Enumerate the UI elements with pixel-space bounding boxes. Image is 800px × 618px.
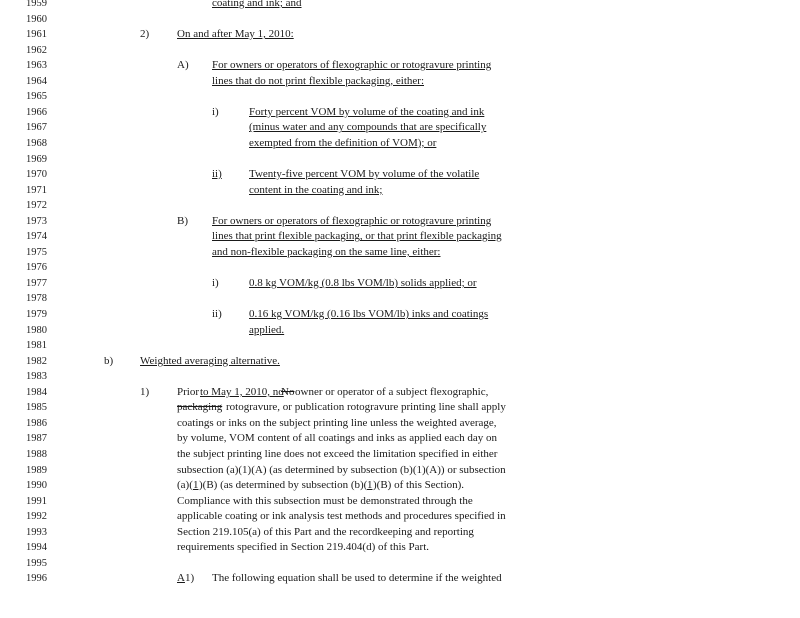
document-line: [0, 354, 800, 369]
document-line: [0, 214, 800, 229]
document-line: [0, 136, 800, 151]
document-line: [0, 431, 800, 446]
line-text: i): [212, 105, 219, 118]
line-number: 1993: [26, 526, 47, 538]
inserted-text: For owners or operators of flexographic or rotogravure printing: [212, 59, 492, 72]
document-line: [0, 89, 800, 104]
line-text: B): [177, 214, 188, 227]
inserted-text: Twenty-five percent VOM by volume of the volatile: [249, 168, 480, 181]
line-text: Compliance with this subsection must be demonstrated through the: [177, 494, 473, 507]
inserted-text: ii): [212, 168, 222, 181]
document-line: [0, 12, 800, 27]
document-line: [0, 276, 800, 291]
inserted-text: For owners or operators of flexographic or rotogravure printing: [212, 214, 492, 227]
line-text: 1): [140, 385, 150, 398]
line-text: A): [177, 59, 189, 72]
inserted-text: 0.16 kg VOM/kg (0.16 lbs VOM/lb) inks and coatings: [249, 308, 489, 320]
inserted-text: A: [177, 572, 185, 585]
line-number: 1962: [26, 44, 47, 56]
document-line: [0, 338, 800, 353]
document-line: [0, 447, 800, 462]
line-number: 1987: [26, 433, 47, 445]
line-number: 1974: [26, 231, 47, 243]
document-line: [0, 556, 800, 571]
line-text: owner or operator of a subject flexographic,: [295, 385, 489, 398]
line-text: by volume, VOM content of all coatings and inks as applied each day on: [177, 432, 497, 445]
line-text: i): [212, 276, 219, 289]
line-number: 1978: [26, 293, 47, 305]
document-line: [0, 540, 800, 555]
line-number: 1986: [26, 417, 47, 429]
line-text: requirements specified in Section 219.404(d) of this Part.: [177, 541, 430, 554]
line-text: The following equation shall be used to determine if the weighted: [212, 572, 502, 585]
document-line: [0, 525, 800, 540]
inserted-text: applied.: [249, 323, 285, 336]
line-text: subsection (a)(1)(A) (as determined by subsection (b)(1)(A)) or subsection: [177, 463, 506, 476]
line-text: coatings or inks on the subject printing line unless the weighted average,: [177, 416, 497, 429]
line-number: 1965: [26, 91, 47, 103]
inserted-text: to May 1, 2010, no: [200, 385, 284, 398]
document-line: [0, 463, 800, 478]
line-number: 1964: [26, 75, 47, 87]
inserted-text: lines that print flexible packaging, or that print flexible packaging: [212, 230, 502, 243]
document-line: [0, 167, 800, 182]
document-line: [0, 291, 800, 306]
line-number: 1989: [26, 464, 47, 476]
line-text: the subject printing line does not exceed the limitation specified in either: [177, 447, 498, 460]
inserted-text: On and after May 1, 2010:: [177, 28, 294, 41]
line-number: 1985: [26, 402, 47, 414]
inserted-text: Forty percent VOM by volume of the coating and ink: [249, 105, 485, 118]
line-number: 1969: [26, 153, 47, 165]
line-number: 1980: [26, 324, 47, 336]
inserted-text: lines that do not print flexible packaging, either:: [212, 74, 424, 87]
line-number: 1960: [26, 13, 47, 25]
document-line: [0, 385, 800, 400]
inserted-text: (minus water and any compounds that are specifically: [249, 121, 487, 134]
line-number: 1959: [26, 0, 47, 9]
line-number: 1967: [26, 122, 47, 134]
document-line: [0, 323, 800, 338]
document-line: [0, 183, 800, 198]
line-number: 1975: [26, 246, 47, 258]
line-number: 1973: [26, 215, 47, 227]
inserted-text: 1: [193, 479, 199, 492]
line-text: )(B) (as determined by subsection (b)(: [199, 479, 368, 492]
line-text: b): [104, 354, 114, 367]
line-number: 1982: [26, 355, 47, 367]
document-line: [0, 74, 800, 89]
document-line: [0, 120, 800, 135]
line-number: 1976: [26, 262, 47, 274]
document-line: [0, 0, 800, 11]
document-line: [0, 245, 800, 260]
document-line: [0, 198, 800, 213]
line-number: 1991: [26, 495, 47, 507]
document-line: [0, 478, 800, 493]
line-text: ii): [212, 308, 222, 320]
line-number: 1988: [26, 448, 47, 460]
inserted-text: exempted from the definition of VOM); or: [249, 136, 437, 149]
line-number: 1984: [26, 386, 47, 398]
document-line: [0, 307, 800, 322]
inserted-text: 1: [367, 479, 373, 492]
document-line: [0, 43, 800, 58]
inserted-text: content in the coating and ink;: [249, 183, 383, 196]
line-number: 1990: [26, 480, 47, 492]
line-number: 1979: [26, 309, 47, 320]
line-number: 1970: [26, 169, 47, 181]
line-number: 1966: [26, 106, 47, 118]
line-number: 1968: [26, 137, 47, 149]
line-number: 1972: [26, 200, 47, 212]
document-line: [0, 571, 800, 586]
document-line: [0, 416, 800, 431]
document-line: [0, 369, 800, 384]
line-text: (a)(: [177, 479, 193, 492]
line-number: 1961: [26, 29, 47, 41]
inserted-text: 0.8 kg VOM/kg (0.8 lbs VOM/lb) solids applied; or: [249, 276, 477, 289]
document-line: [0, 260, 800, 275]
line-number: 1995: [26, 557, 47, 569]
line-number: 1996: [26, 573, 47, 585]
line-number: 1977: [26, 277, 47, 289]
document-line: [0, 509, 800, 524]
deleted-text: packaging: [177, 401, 223, 414]
document-line: [0, 105, 800, 120]
document-line: [0, 229, 800, 244]
line-number: 1981: [26, 340, 47, 352]
deleted-text: No: [281, 385, 295, 398]
line-number: 1983: [26, 371, 47, 383]
line-text: Prior: [177, 385, 199, 398]
line-text: 2): [140, 28, 150, 41]
line-number: 1971: [26, 184, 47, 196]
document-line: [0, 152, 800, 167]
document-line: [0, 58, 800, 73]
line-number: 1994: [26, 542, 47, 554]
inserted-text: Weighted averaging alternative.: [140, 354, 280, 367]
line-text: applicable coating or ink analysis test methods and procedures specified in: [177, 510, 506, 523]
line-text: )(B) of this Section).: [373, 479, 465, 492]
line-text: rotogravure, or publication rotogravure printing line shall apply: [226, 401, 506, 414]
line-text: Section 219.105(a) of this Part and the recordkeeping and reporting: [177, 525, 474, 538]
inserted-text: and non-flexible packaging on the same line, either:: [212, 245, 441, 258]
inserted-text: coating and ink; and: [212, 0, 302, 9]
line-number: 1992: [26, 511, 47, 523]
document-line: [0, 27, 800, 42]
document-line: [0, 494, 800, 509]
line-number: 1963: [26, 60, 47, 72]
document-line: [0, 400, 800, 415]
line-text: 1): [185, 572, 195, 585]
